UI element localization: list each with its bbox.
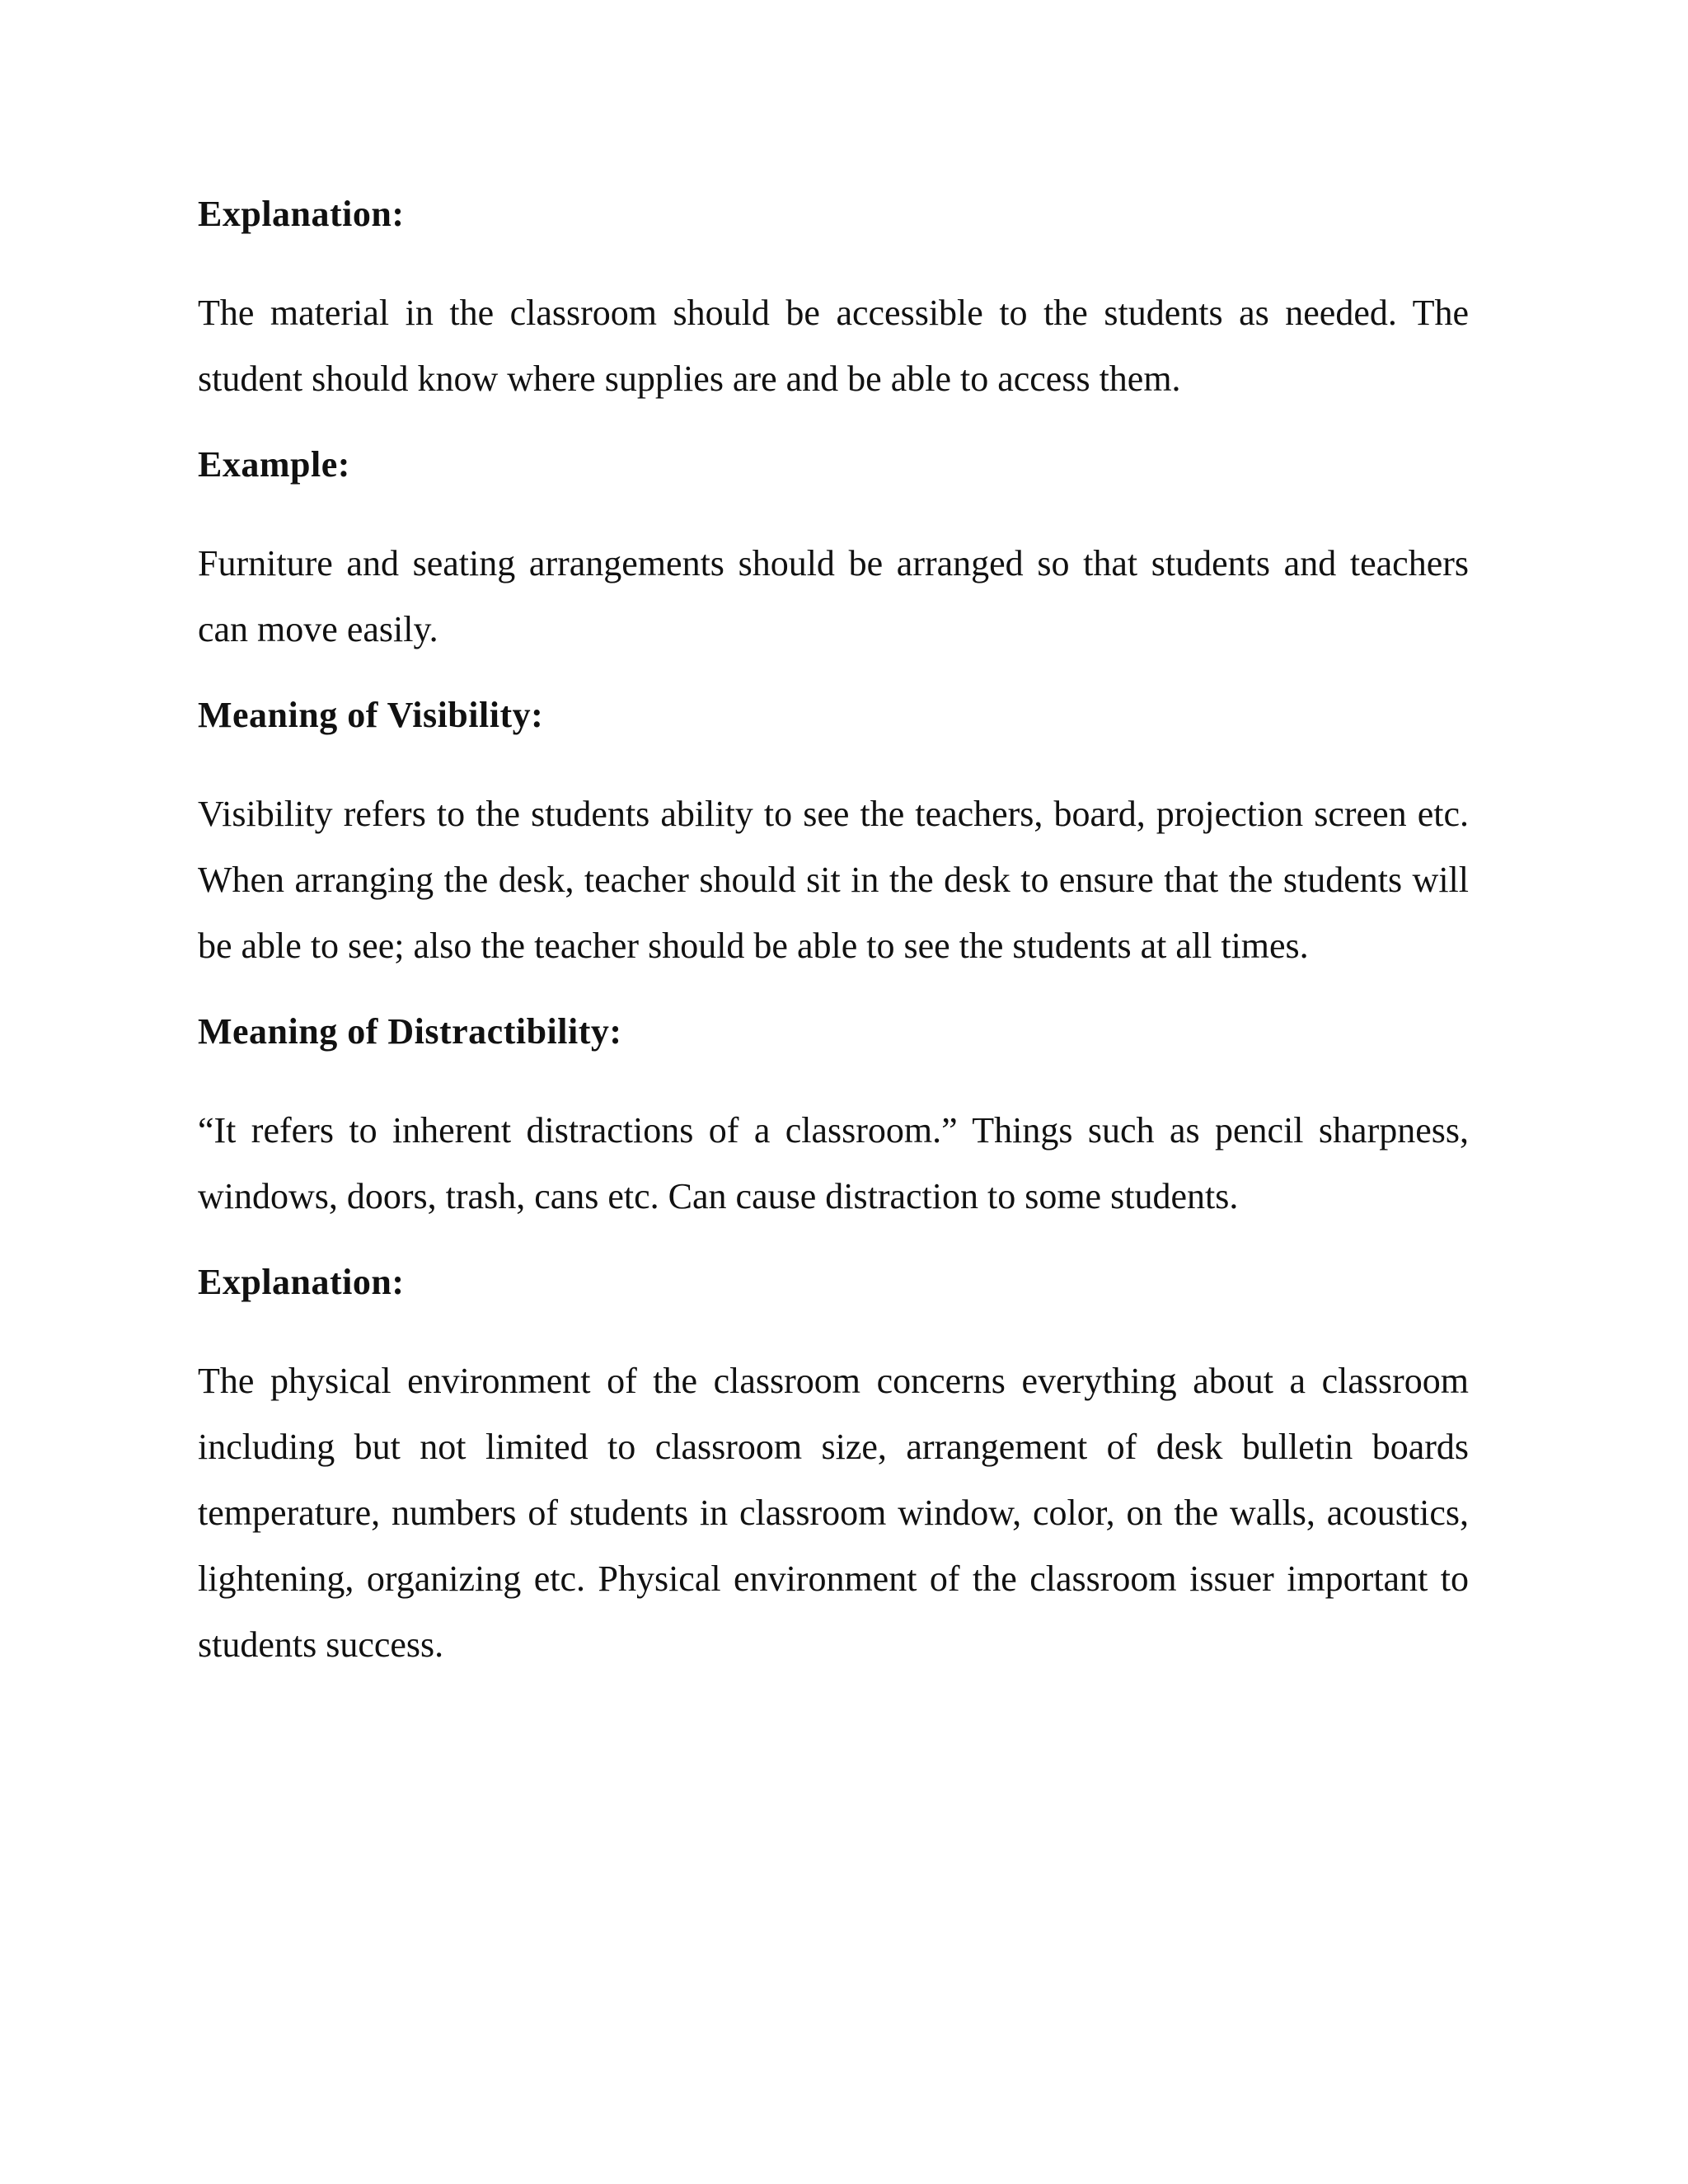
heading-meaning-of-visibility: Meaning of Visibility: xyxy=(198,695,544,735)
heading-explanation: Explanation: xyxy=(198,194,405,234)
paragraph-visibility: Visibility refers to the students ability to see the teachers, board, projection screen etc. When arranging the desk, teacher should sit in the desk to ensure that the students will be able to see; also the teacher should be able to see the students at all times. xyxy=(198,794,1469,966)
heading-example: Example: xyxy=(198,444,350,485)
heading-meaning-of-distractibility: Meaning of Distractibility: xyxy=(198,1011,622,1052)
paragraph-example: Furniture and seating arrangements should be arranged so that students and teachers can move easily. xyxy=(198,543,1469,649)
document-content xyxy=(198,190,1469,1706)
heading-explanation-2: Explanation: xyxy=(198,1262,405,1302)
paragraph-distractibility: “It refers to inherent distractions of a classroom.” Things such as pencil sharpness, windows, doors, trash, cans etc. Can cause distraction to some students. xyxy=(198,1110,1469,1216)
paragraph-physical-environment: The physical environment of the classroom concerns everything about a classroom including but not limited to classroom size, arrangement of desk bulletin boards temperature, numbers of students in classroom window, color, on the walls, acoustics, lightening, organizing etc. Physical environment of the classroom issuer important to students success. xyxy=(198,1361,1469,1665)
paragraph-explanation: The material in the classroom should be accessible to the students as needed. The student should know where supplies are and be able to access them. xyxy=(198,293,1469,399)
